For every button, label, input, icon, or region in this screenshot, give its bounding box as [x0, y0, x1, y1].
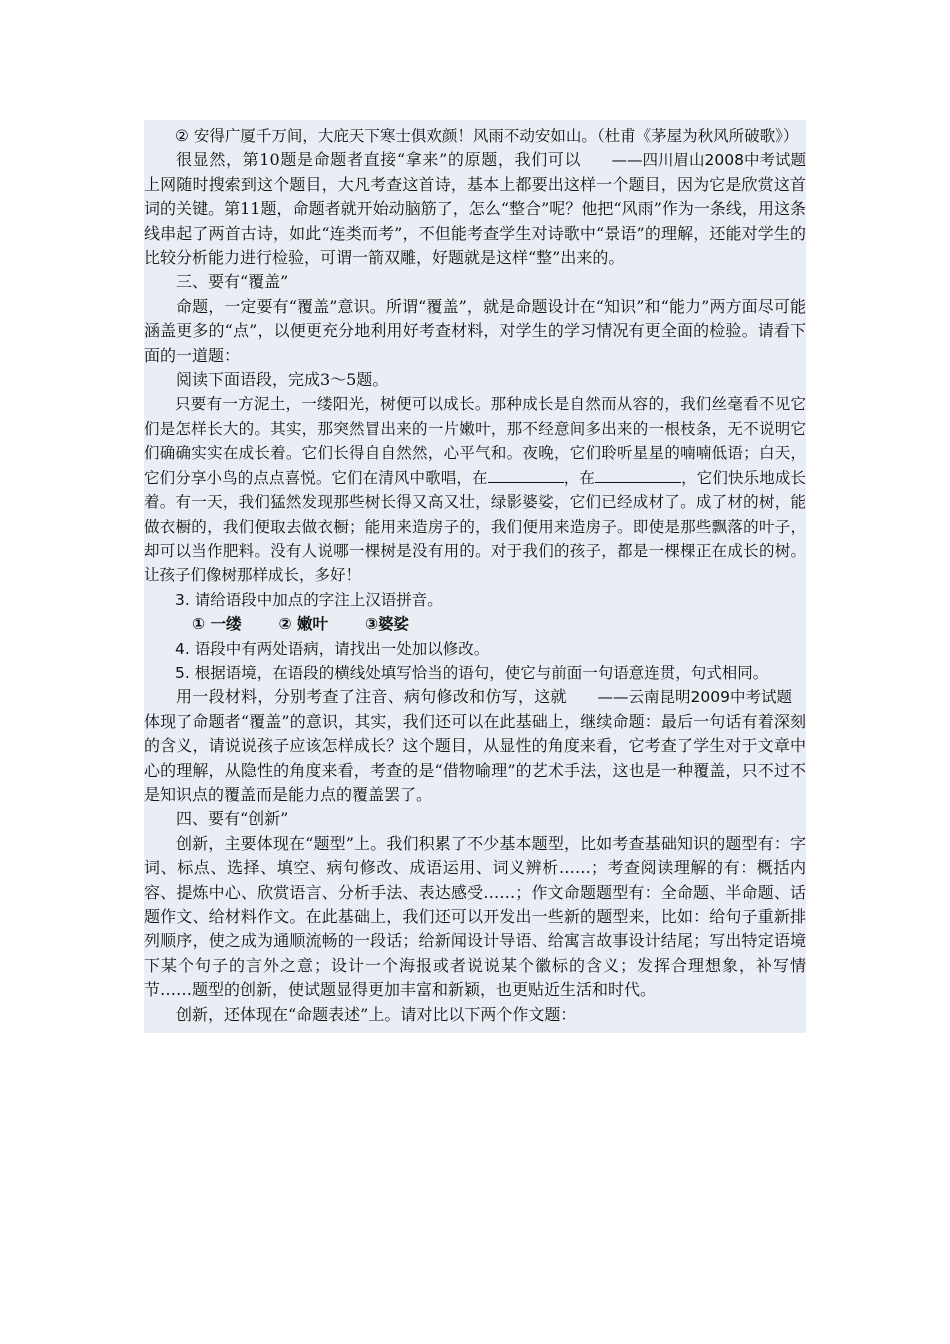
question-3: 3. 请给语段中加点的字注上汉语拼音。	[175, 590, 443, 609]
question-5-text: 5. 根据语境，在语段的横线处填写恰当的语句，使它与前面一句语意连贯，句式相同。	[175, 663, 769, 682]
reading-instruction: 阅读下面语段，完成3～5题。	[176, 370, 389, 390]
passage-part-2: ，在	[563, 468, 596, 487]
paragraph-coverage-intro: 命题，一定要有“覆盖”意识。所谓“覆盖”，就是命题设计在“知识”和“能力”两方面尽可能涵盖更多的“点”，以便更充分地利用好考查材料，对学生的学习情况有更全面的检验。请看下面的一道题：	[144, 296, 806, 365]
paragraph-analysis-1: 很显然，第10题是命题者直接“拿来”的原题，我们可以上网随时搜索到这个题目，大凡考查这首诗，基本上都要出这样一个题目，因为它是欣赏这首词的关键。第11题，命题者就开始动脑筋了，怎么“整合”呢？他把“风雨”作为一条线，用这条线串起了两首古诗，如此“连类而考”，不但能考查学生对诗歌中“景语”的理解，还能对学生的比较分析能力进行检验，可谓一箭双雕，好题就是这样“整”出来的。	[144, 150, 806, 268]
section-heading-coverage: 三、要有“覆盖”	[176, 272, 289, 292]
poem-line: ② 安得广厦千万间，大庇天下寒士俱欢颜！风雨不动安如山。（杜甫《茅屋为秋风所破歌》）	[175, 127, 799, 145]
passage-part-3: ，它们快乐地成长着。有一天，我们猛然发现那些树长得又高又壮，绿影婆娑，它们已经成材了。成了材的树，能做衣橱的，我们便取去做衣橱；能用来造房子的，我们便用来造房子。即使是那些飘落的叶子，却可以当作肥料。没有人说哪一棵树是没有用的。对于我们的孩子，都是一棵棵正在成长的树。让孩子们像树那样成长，多好！	[144, 468, 806, 585]
option-1: ① 一缕	[192, 615, 242, 634]
poem-source: ——四川眉山2008中考试题	[611, 151, 806, 170]
passage-part-1: 只要有一方泥土，一缕阳光，树便可以成长。那种成长是自然而从容的，我们丝毫看不见它们是怎样长大的。其实，那突然冒出来的一片嫩叶，那不经意间多出来的一根枝条，无不说明它们确确实实在成长着。它们长得自自然然，心平气和。夜晚，它们聆听星星的喃喃低语；白天，它们分享小鸟的点点喜悦。它们在清风中歌唱，在	[144, 395, 806, 487]
question-5-source: ——云南昆明2009中考试题	[597, 688, 792, 707]
option-2: ② 嫩叶	[278, 615, 328, 634]
fill-blank-1	[488, 466, 564, 483]
paragraph-coverage-analysis: 用一段材料，分别考查了注音、病句修改和仿写，这就体现了命题者“覆盖”的意识，其实，我们还可以在此基础上，继续命题：最后一句话有着深刻的含义，请说说孩子应该怎样成长？这个题目，从显性的角度来看，它考查了学生对于文章中心的理解，从隐性的角度来看，考查的是“借物喻理”的艺术手法，这也是一种覆盖，只不过不是知识点的覆盖而是能力点的覆盖罢了。	[144, 687, 806, 804]
question-3-options	[144, 612, 806, 636]
question-4: 4. 语段中有两处语病，请找出一处加以修改。	[175, 639, 490, 658]
paragraph-innovation-wording: 创新，还体现在“命题表述”上。请对比以下两个作文题：	[176, 1004, 577, 1024]
section-heading-innovation: 四、要有“创新”	[176, 809, 289, 829]
reading-passage	[144, 392, 806, 587]
document-body	[144, 120, 806, 1033]
question-5	[144, 661, 806, 707]
option-3: ③婆娑	[364, 615, 410, 634]
poem-quote	[144, 124, 806, 170]
fill-blank-2	[595, 466, 681, 483]
paragraph-innovation-types: 创新，主要体现在“题型”上。我们积累了不少基本题型，比如考查基础知识的题型有：字词、标点、选择、填空、病句修改、成语运用、词义辨析……；考查阅读理解的有：概括内容、提炼中心、欣赏语言、分析手法、表达感受……；作文命题题型有：全命题、半命题、话题作文、给材料作文。在此基础上，我们还可以开发出一些新的题型来，比如：给句子重新排列顺序，使之成为通顺流畅的一段话；给新闻设计导语、给寓言故事设计结尾；写出特定语境下某个句子的言外之意；设计一个海报或者说说某个徽标的含义；发挥合理想象，补写情节……题型的创新，使试题显得更加丰富和新颖，也更贴近生活和时代。	[144, 833, 806, 1000]
